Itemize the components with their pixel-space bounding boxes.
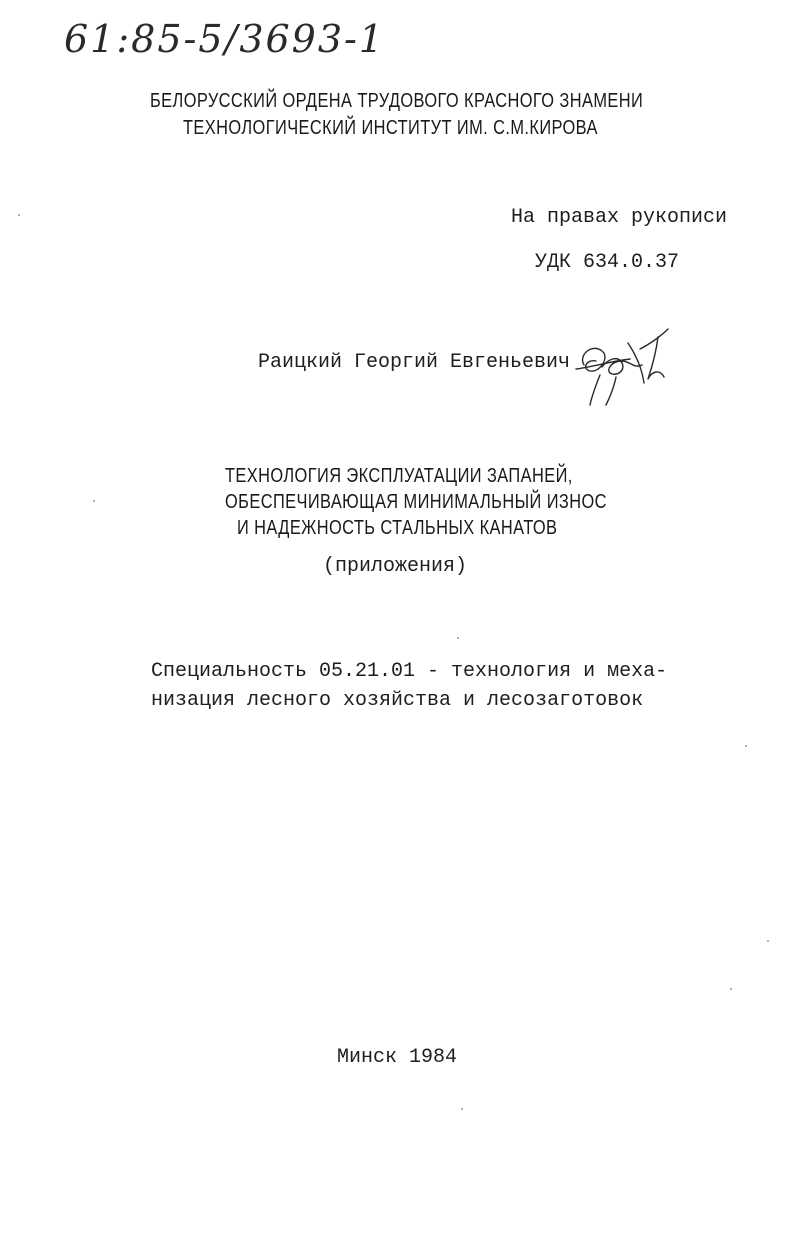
title-line-2: ОБЕСПЕЧИВАЮЩАЯ МИНИМАЛЬНЫЙ ИЗНОС [225,491,607,513]
rights-note: На правах рукописи [511,206,728,229]
paper-speck [18,214,20,216]
paper-speck [730,988,732,990]
paper-speck [745,745,747,747]
institution-line-1: БЕЛОРУССКИЙ ОРДЕНА ТРУДОВОГО КРАСНОГО ЗНАМЕНИ [150,90,644,112]
signature-mark [572,325,682,410]
udc-code: УДК 634.0.37 [535,251,680,274]
place-and-year: Минск 1984 [337,1046,458,1069]
title-line-3: И НАДЕЖНОСТЬ СТАЛЬНЫХ КАНАТОВ [237,517,558,539]
paper-speck [767,940,769,942]
paper-speck [93,500,95,502]
paper-speck [457,637,459,639]
author-name: Раицкий Георгий Евгеньевич [258,351,571,374]
specialty-line-2: низация лесного хозяйства и лесозаготовок [151,689,644,712]
title-line-1: ТЕХНОЛОГИЯ ЭКСПЛУАТАЦИИ ЗАПАНЕЙ, [225,465,573,487]
specialty-line-1: Специальность 05.21.01 - технология и меха- [151,660,668,683]
subtitle: (приложения) [323,555,468,578]
paper-speck [461,1108,463,1110]
archive-number: 61:85-5/3693-1 [64,17,386,61]
institution-line-2: ТЕХНОЛОГИЧЕСКИЙ ИНСТИТУТ ИМ. С.М.КИРОВА [183,117,598,139]
